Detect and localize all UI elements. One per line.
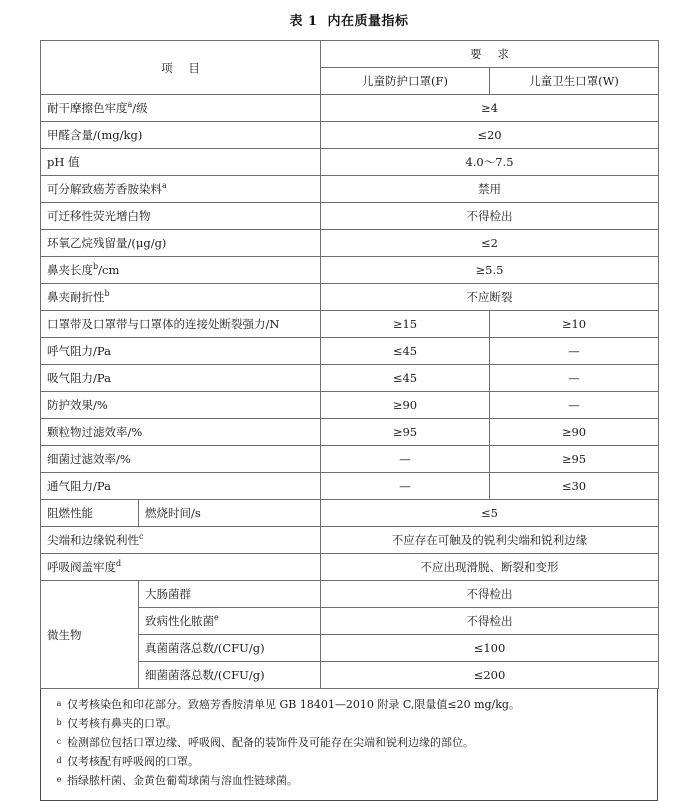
row-value-cell: 不得检出 (321, 203, 659, 230)
row-item-cell (41, 257, 321, 284)
header-requirement-label: 要 求 (470, 47, 515, 61)
footnote-text: 指绿脓杆菌、金黄色葡萄球菌与溶血性链球菌。 (67, 773, 298, 787)
row-value-f: ≤45 (321, 365, 490, 392)
micro-value: ≤100 (321, 635, 659, 662)
row-item-cell (41, 446, 321, 473)
row-item-cell (41, 122, 321, 149)
footnotes-block (40, 689, 658, 801)
footnote-ref-a: a (162, 181, 167, 191)
row-item-cell (41, 95, 321, 122)
valve-strength-item (41, 554, 321, 581)
footnote-marker: b (56, 717, 62, 727)
row-value-w: ≥10 (490, 311, 659, 338)
sharpness-value: 不应存在可触及的锐利尖端和锐利边缘 (321, 527, 659, 554)
item-unit: /Pa (93, 371, 111, 385)
flame-value: ≤5 (321, 500, 659, 527)
row-value-w: ≤30 (490, 473, 659, 500)
item-label: 吸气阻力 (47, 371, 93, 385)
header-col-f: 儿童防护口罩(F) (321, 68, 490, 95)
footnote-text: 检测部位包括口罩边缘、呼吸阀、配备的装饰件及可能存在尖端和锐利边缘的部位。 (67, 735, 474, 749)
item-label: 耐干摩擦色牢度 (47, 101, 128, 115)
item-label: 致病性化脓菌 (145, 614, 214, 628)
item-unit: /(μg/g) (127, 236, 167, 250)
table-row (41, 149, 659, 176)
row-value-f: ≥90 (321, 392, 490, 419)
header-item (41, 41, 321, 95)
row-value-w: — (490, 365, 659, 392)
table-row (41, 95, 659, 122)
item-label: 口罩带及口罩带与口罩体的连接处断裂强力 (47, 317, 266, 331)
item-label: 可分解致癌芳香胺染料 (47, 182, 162, 196)
row-value-cell: 4.0～7.5 (321, 149, 659, 176)
header-requirement (321, 41, 659, 68)
header-item-label: 项 目 (161, 60, 206, 75)
item-unit: /Pa (93, 344, 111, 358)
row-value-w: — (490, 338, 659, 365)
item-unit: /(CFU/g) (214, 668, 265, 682)
table-row (41, 419, 659, 446)
valve-strength-value: 不应出现滑脱、断裂和变形 (321, 554, 659, 581)
item-label: 真菌菌落总数 (145, 641, 214, 655)
row-value-w: ≥95 (490, 446, 659, 473)
footnote-ref-b: b (93, 262, 99, 272)
table-row (41, 365, 659, 392)
flame-group-label: 阻燃性能 (41, 500, 139, 527)
item-label: 鼻夹长度 (47, 263, 93, 277)
item-label: 甲醛含量 (47, 128, 93, 142)
micro-sub-label (139, 581, 321, 608)
table-row (41, 311, 659, 338)
item-unit: /(CFU/g) (214, 641, 265, 655)
table-row (41, 257, 659, 284)
row-value-f: — (321, 446, 490, 473)
table-row (41, 446, 659, 473)
spec-table (40, 40, 659, 689)
sharpness-item (41, 527, 321, 554)
footnote-marker: a (56, 699, 62, 708)
item-label: 颗粒物过滤效率 (47, 425, 128, 439)
item-label: 尖端和边缘锐利性 (47, 533, 139, 547)
row-value-cell: ≥5.5 (321, 257, 659, 284)
item-unit: /N (265, 317, 280, 331)
row-item-cell (41, 311, 321, 338)
row-item-cell (41, 284, 321, 311)
item-unit: /% (116, 452, 131, 466)
table-row (41, 122, 659, 149)
flame-sub-label: 燃烧时间/s (139, 500, 321, 527)
item-label: 呼吸阀盖牢度 (47, 560, 116, 574)
row-value-w: — (490, 392, 659, 419)
footnote-item (51, 772, 647, 791)
table-header-row-1 (41, 41, 659, 68)
row-item-cell (41, 365, 321, 392)
item-label: 大肠菌群 (145, 587, 191, 601)
footnote-text: 仅考核配有呼吸阀的口罩。 (67, 754, 199, 768)
footnote-ref-a: a (127, 100, 133, 110)
footnote-text: 仅考核有鼻夹的口罩。 (67, 716, 177, 730)
row-value-cell: 不应断裂 (321, 284, 659, 311)
item-label: 可迁移性荧光增白物 (47, 209, 151, 223)
row-item-cell (41, 473, 321, 500)
row-value-f: ≤45 (321, 338, 490, 365)
row-item-cell (41, 230, 321, 257)
item-unit: /cm (98, 263, 120, 277)
row-item-cell (41, 419, 321, 446)
micro-group-label: 微生物 (41, 581, 139, 689)
row-value-cell: ≤2 (321, 230, 659, 257)
micro-sub-label (139, 662, 321, 689)
item-unit: /(mg/kg) (93, 128, 143, 142)
row-value-f: — (321, 473, 490, 500)
row-item-cell (41, 392, 321, 419)
row-item-cell (41, 176, 321, 203)
table-row (41, 392, 659, 419)
micro-value: 不得检出 (321, 581, 659, 608)
footnote-ref-b: b (104, 289, 110, 299)
table-row (41, 230, 659, 257)
footnote-marker: c (56, 736, 62, 746)
spec-table-body (41, 41, 659, 689)
footnote-item (51, 753, 647, 772)
header-col-w: 儿童卫生口罩(W) (490, 68, 659, 95)
micro-sub-label (139, 635, 321, 662)
row-value-f: ≥15 (321, 311, 490, 338)
row-item-cell (41, 203, 321, 230)
item-label: 环氧乙烷残留量 (47, 236, 128, 250)
table-caption-title: 内在质量指标 (327, 14, 409, 29)
row-value-cell: 禁用 (321, 176, 659, 203)
footnote-marker: d (56, 755, 62, 765)
micro-value: 不得检出 (321, 608, 659, 635)
item-label: 鼻夹耐折性 (47, 290, 105, 304)
table-caption-number: 表 1 (289, 14, 318, 29)
footnote-ref-c: c (139, 532, 144, 542)
table-row-flame (41, 500, 659, 527)
item-label: 防护效果 (47, 398, 93, 412)
table-row (41, 176, 659, 203)
item-label: 通气阻力 (47, 479, 93, 493)
table-row (41, 473, 659, 500)
table-row-valve-strength (41, 554, 659, 581)
table-row (41, 338, 659, 365)
footnote-item (51, 696, 647, 715)
table-row (41, 284, 659, 311)
spec-table-wrapper (40, 40, 658, 801)
item-label: 细菌过滤效率 (47, 452, 116, 466)
footnote-item (51, 715, 647, 734)
footnote-item (51, 734, 647, 753)
micro-value: ≤200 (321, 662, 659, 689)
row-value-cell: ≥4 (321, 95, 659, 122)
footnote-marker: e (56, 774, 62, 784)
row-value-cell: ≤20 (321, 122, 659, 149)
footnote-text: 仅考核染色和印花部分。致癌芳香胺清单见 GB 18401—2010 附录 C,限量值≤20 mg/kg。 (67, 698, 520, 711)
row-item-cell (41, 338, 321, 365)
row-item-cell (41, 149, 321, 176)
table-row-sharpness (41, 527, 659, 554)
table-row (41, 203, 659, 230)
table-row-micro (41, 581, 659, 608)
item-label: pH 值 (47, 155, 80, 169)
item-unit: /% (93, 398, 108, 412)
footnote-ref-d: d (116, 559, 122, 569)
item-unit: /级 (132, 101, 148, 115)
row-value-f: ≥95 (321, 419, 490, 446)
table-caption (0, 0, 698, 40)
item-label: 细菌菌落总数 (145, 668, 214, 682)
footnote-ref-e: e (214, 613, 219, 623)
row-value-w: ≥90 (490, 419, 659, 446)
item-unit: /Pa (93, 479, 111, 493)
item-unit: /% (127, 425, 143, 439)
micro-sub-label (139, 608, 321, 635)
item-label: 呼气阻力 (47, 344, 93, 358)
